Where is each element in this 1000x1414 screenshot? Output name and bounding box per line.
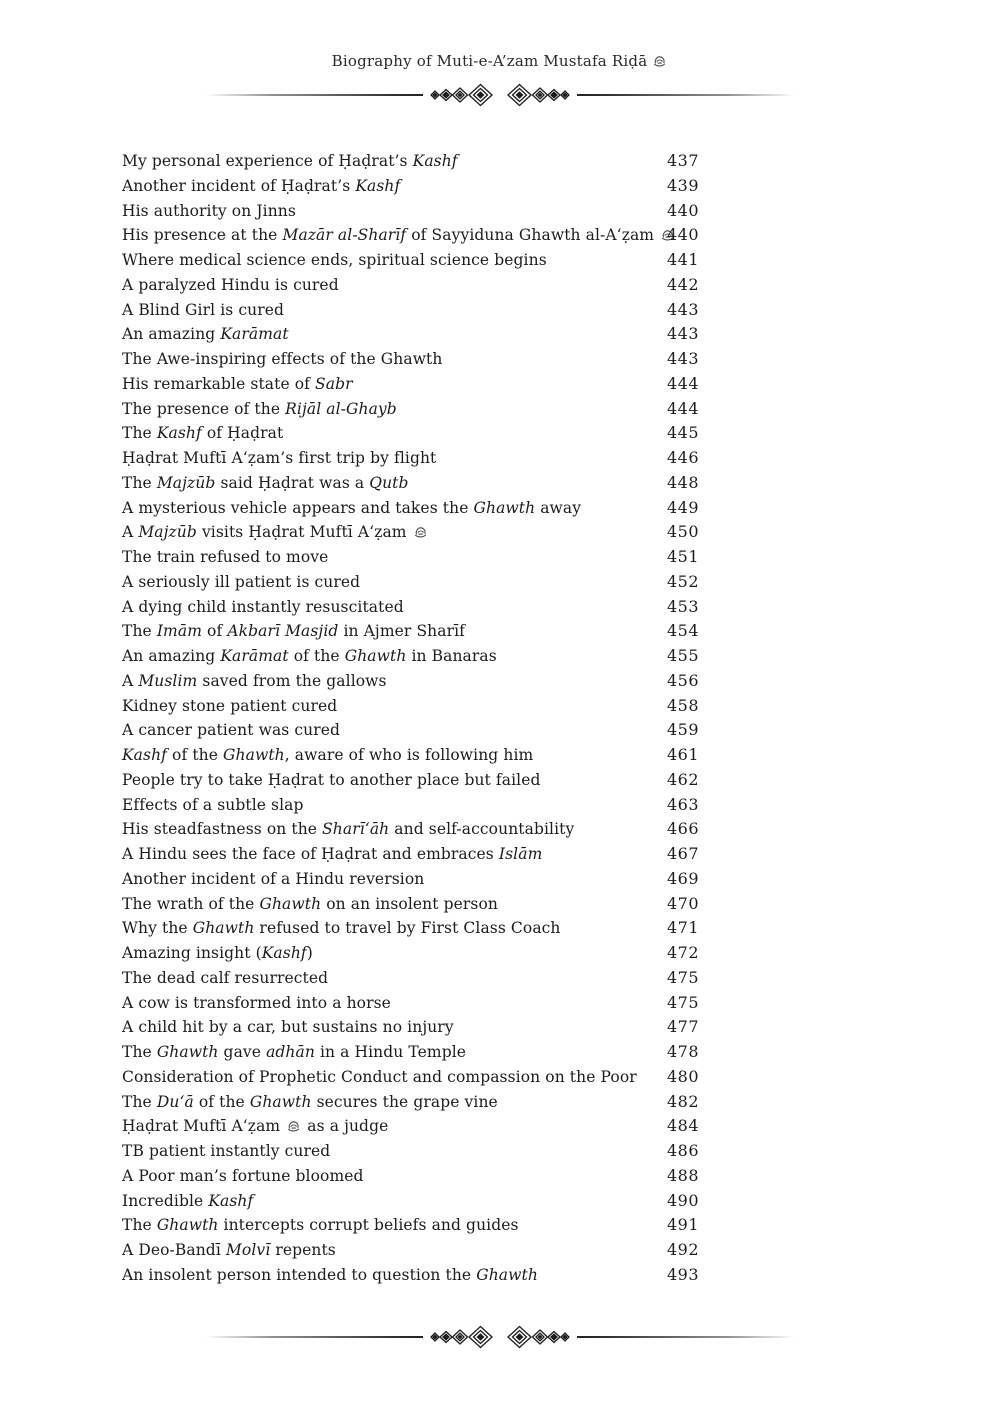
toc-entry-title: The dead calf resurrected <box>122 968 329 987</box>
toc-entry <box>122 372 702 397</box>
toc-entry-title: The Awe-inspiring effects of the Ghawth <box>122 350 443 368</box>
toc-entry-page-number: 439 <box>667 175 700 195</box>
toc-entry-page-number: 452 <box>667 571 700 591</box>
divider-line <box>205 94 423 96</box>
toc-entry-title: A Muslim saved from the gallows <box>122 671 387 690</box>
toc-entry-page-number: 455 <box>667 646 700 665</box>
toc-entry-page-number: 453 <box>667 596 700 616</box>
toc-entry <box>122 644 702 669</box>
toc-entry <box>122 991 702 1016</box>
bottom-divider <box>205 1324 795 1350</box>
toc-entry-page-number: 459 <box>667 720 700 740</box>
toc-entry-title: The Majzūb said Ḥaḍrat was a Qutb <box>122 473 409 492</box>
toc-entry <box>122 471 702 496</box>
running-header-title: Biography of Muti-e-A’zam Mustafa Riḍā <box>331 52 648 70</box>
toc-entry <box>122 966 702 991</box>
toc-entry-page-number: 478 <box>667 1042 700 1061</box>
toc-entry <box>122 718 702 743</box>
toc-entry <box>122 1213 702 1238</box>
running-header <box>0 52 1000 70</box>
toc-entry-page-number: 477 <box>667 1017 700 1037</box>
toc-entry <box>122 149 702 174</box>
toc-entry-title: An amazing Karāmat <box>122 325 289 344</box>
toc-entry-title: A paralyzed Hindu is cured <box>122 275 339 294</box>
toc-entry-title: Kashf of the Ghawth, aware of who is following him <box>122 746 534 764</box>
divider-ornament-icon <box>425 1324 575 1350</box>
toc-entry-page-number: 440 <box>667 225 700 245</box>
toc-entry <box>122 248 702 273</box>
toc-entry-page-number: 454 <box>667 621 700 641</box>
toc-entry-page-number: 444 <box>667 373 700 393</box>
toc-entry-title: The Kashf of Ḥaḍrat <box>122 424 284 443</box>
toc-entry <box>122 817 702 842</box>
toc-entry-title: A mysterious vehicle appears and takes the Ghawth away <box>122 498 582 517</box>
toc-entry <box>122 421 702 446</box>
divider-line <box>577 94 795 96</box>
toc-entry <box>122 1164 702 1189</box>
toc-entry <box>122 446 702 471</box>
toc-entry-page-number: 493 <box>667 1264 700 1284</box>
toc-entry-title: An amazing Karāmat of the Ghawth in Banaras <box>122 647 497 665</box>
toc-entry-title: Another incident of a Hindu reversion <box>122 869 425 888</box>
toc-entry-page-number: 469 <box>667 868 700 888</box>
toc-entry-page-number: 488 <box>667 1165 700 1185</box>
toc-entry-title: People try to take Ḥaḍrat to another place but failed <box>122 770 541 789</box>
toc-entry-title: An insolent person intended to question the Ghawth <box>122 1265 538 1284</box>
toc-entry <box>122 199 702 224</box>
toc-entry-page-number: 446 <box>667 448 700 467</box>
toc-entry-page-number: 445 <box>667 423 700 443</box>
toc-entry <box>122 1015 702 1040</box>
toc-entry-page-number: 492 <box>667 1240 700 1259</box>
toc-entry <box>122 941 702 966</box>
toc-entry <box>122 694 702 719</box>
toc-entry <box>122 768 702 793</box>
toc-entry-page-number: 470 <box>667 893 700 913</box>
toc-entry <box>122 619 702 644</box>
toc-entry-title: Consideration of Prophetic Conduct and compassion on the Poor <box>122 1067 637 1086</box>
honorific-seal-icon <box>286 1119 301 1134</box>
toc-entry-title: His authority on Jinns <box>122 201 296 220</box>
toc-entry <box>122 174 702 199</box>
toc-entry-title: Amazing insight (Kashf) <box>122 944 313 962</box>
toc-entry-title: A cow is transformed into a horse <box>122 993 391 1012</box>
toc-entry-title: Why the Ghawth refused to travel by First Class Coach <box>122 919 561 938</box>
toc-entry-title: A seriously ill patient is cured <box>122 572 361 591</box>
toc-entry-page-number: 490 <box>667 1190 700 1210</box>
toc-entry <box>122 496 702 521</box>
toc-entry-title: A dying child instantly resuscitated <box>122 597 404 616</box>
toc-entry-page-number: 437 <box>667 151 700 170</box>
toc-entry-title: The Ghawth intercepts corrupt beliefs and guides <box>122 1216 519 1235</box>
toc-entry-page-number: 441 <box>667 250 700 269</box>
toc-entry-title: The train refused to move <box>122 548 329 566</box>
toc-entry-page-number: 449 <box>667 497 700 517</box>
toc-entry-page-number: 463 <box>667 794 700 814</box>
toc-entry-page-number: 467 <box>667 844 700 863</box>
toc-entry-page-number: 466 <box>667 819 700 839</box>
toc-entry-page-number: 442 <box>667 274 700 294</box>
toc-entry-page-number: 461 <box>667 745 700 764</box>
toc-entry <box>122 545 702 570</box>
toc-entry-page-number: 486 <box>667 1141 700 1160</box>
toc-entry-page-number: 443 <box>667 324 700 344</box>
toc-entry-page-number: 458 <box>667 695 700 715</box>
toc-entry-page-number: 443 <box>667 349 700 368</box>
toc-entry-title: Kidney stone patient cured <box>122 696 338 715</box>
toc-entry-title: A Poor man’s fortune bloomed <box>122 1166 364 1185</box>
toc-entry-title: His remarkable state of Sabr <box>122 374 353 393</box>
toc-entry <box>122 867 702 892</box>
toc-entry-title: His steadfastness on the Sharī‘āh and self-accountability <box>122 820 575 839</box>
toc-entry <box>122 793 702 818</box>
toc-entry-page-number: 475 <box>667 992 700 1012</box>
toc-entry-title: The Ghawth gave adhān in a Hindu Temple <box>122 1043 467 1061</box>
toc-entry <box>122 1189 702 1214</box>
toc-entry <box>122 520 702 545</box>
toc-entry-title: The Imām of Akbarī Masjid in Ajmer Sharīf <box>122 622 465 641</box>
toc-entry-page-number: 444 <box>667 398 700 418</box>
toc-entry-title: A Deo-Bandī Molvī repents <box>122 1241 336 1259</box>
toc-entry-title: TB patient instantly cured <box>122 1142 331 1160</box>
toc-entry-title: A child hit by a car, but sustains no injury <box>122 1018 454 1037</box>
toc-entry <box>122 1090 702 1115</box>
toc-entry-title: A Hindu sees the face of Ḥaḍrat and embraces Islām <box>122 845 543 863</box>
toc-entry <box>122 1238 702 1263</box>
toc-entry-title: The presence of the Rijāl al-Ghayb <box>122 399 397 418</box>
toc-entry-page-number: 480 <box>667 1066 700 1086</box>
toc-entry-title: Effects of a subtle slap <box>122 795 304 814</box>
toc-entry <box>122 347 702 372</box>
toc-entry-title: The Du‘ā of the Ghawth secures the grape vine <box>122 1092 498 1111</box>
toc-entry-page-number: 484 <box>667 1116 700 1136</box>
toc-entry-title: Ḥaḍrat Muftī A‘ẓam’s first trip by flight <box>122 449 437 467</box>
toc-entry-page-number: 472 <box>667 943 700 962</box>
toc-entry-title: A Majzūb visits Ḥaḍrat Muftī A‘ẓam <box>122 523 429 541</box>
toc-entry-page-number: 448 <box>667 472 700 492</box>
toc-entry <box>122 916 702 941</box>
toc-entry <box>122 570 702 595</box>
toc-entry-page-number: 491 <box>667 1215 700 1235</box>
toc-entry <box>122 298 702 323</box>
divider-line <box>205 1336 423 1338</box>
toc-entry <box>122 1040 702 1065</box>
honorific-seal-icon <box>652 54 667 69</box>
toc-entry-title: My personal experience of Ḥaḍrat’s Kashf <box>122 152 458 170</box>
toc-entry-page-number: 475 <box>667 967 700 987</box>
toc-entry <box>122 1139 702 1164</box>
toc-entry-title: His presence at the Mazār al-Sharīf of Sayyiduna Ghawth al-A‘ẓam <box>122 226 676 244</box>
toc-entry-title: A Blind Girl is cured <box>122 300 284 319</box>
toc-entry <box>122 1114 702 1139</box>
toc-entry-title: Where medical science ends, spiritual science begins <box>122 251 547 269</box>
toc-entry-page-number: 450 <box>667 522 700 542</box>
toc-entry-title: Ḥaḍrat Muftī A‘ẓam as a judge <box>122 1117 389 1136</box>
toc-entry <box>122 273 702 298</box>
top-divider <box>205 82 795 108</box>
toc-entry <box>122 322 702 347</box>
toc-entry <box>122 1065 702 1090</box>
divider-line <box>577 1336 795 1338</box>
toc-entry <box>122 223 702 248</box>
toc-entry-title: The wrath of the Ghawth on an insolent person <box>122 894 498 913</box>
toc-entry <box>122 842 702 867</box>
toc-entry <box>122 397 702 422</box>
toc-entry-title: Another incident of Ḥaḍrat’s Kashf <box>122 176 401 195</box>
toc-entry-page-number: 482 <box>667 1091 700 1111</box>
toc-entry-page-number: 443 <box>667 299 700 319</box>
toc-entry <box>122 892 702 917</box>
toc-entry-page-number: 440 <box>667 200 700 220</box>
toc-entry-page-number: 456 <box>667 670 700 690</box>
honorific-seal-icon <box>413 525 428 540</box>
toc-entry-title: A cancer patient was cured <box>122 721 341 740</box>
toc-entry-page-number: 451 <box>667 547 700 566</box>
toc-entry-page-number: 462 <box>667 769 700 789</box>
toc-entry-title: Incredible Kashf <box>122 1191 254 1210</box>
toc-entry <box>122 595 702 620</box>
table-of-contents <box>122 149 702 1288</box>
toc-entry-page-number: 471 <box>667 918 700 938</box>
toc-entry <box>122 669 702 694</box>
divider-ornament-icon <box>425 82 575 108</box>
toc-entry <box>122 743 702 768</box>
toc-entry <box>122 1263 702 1288</box>
